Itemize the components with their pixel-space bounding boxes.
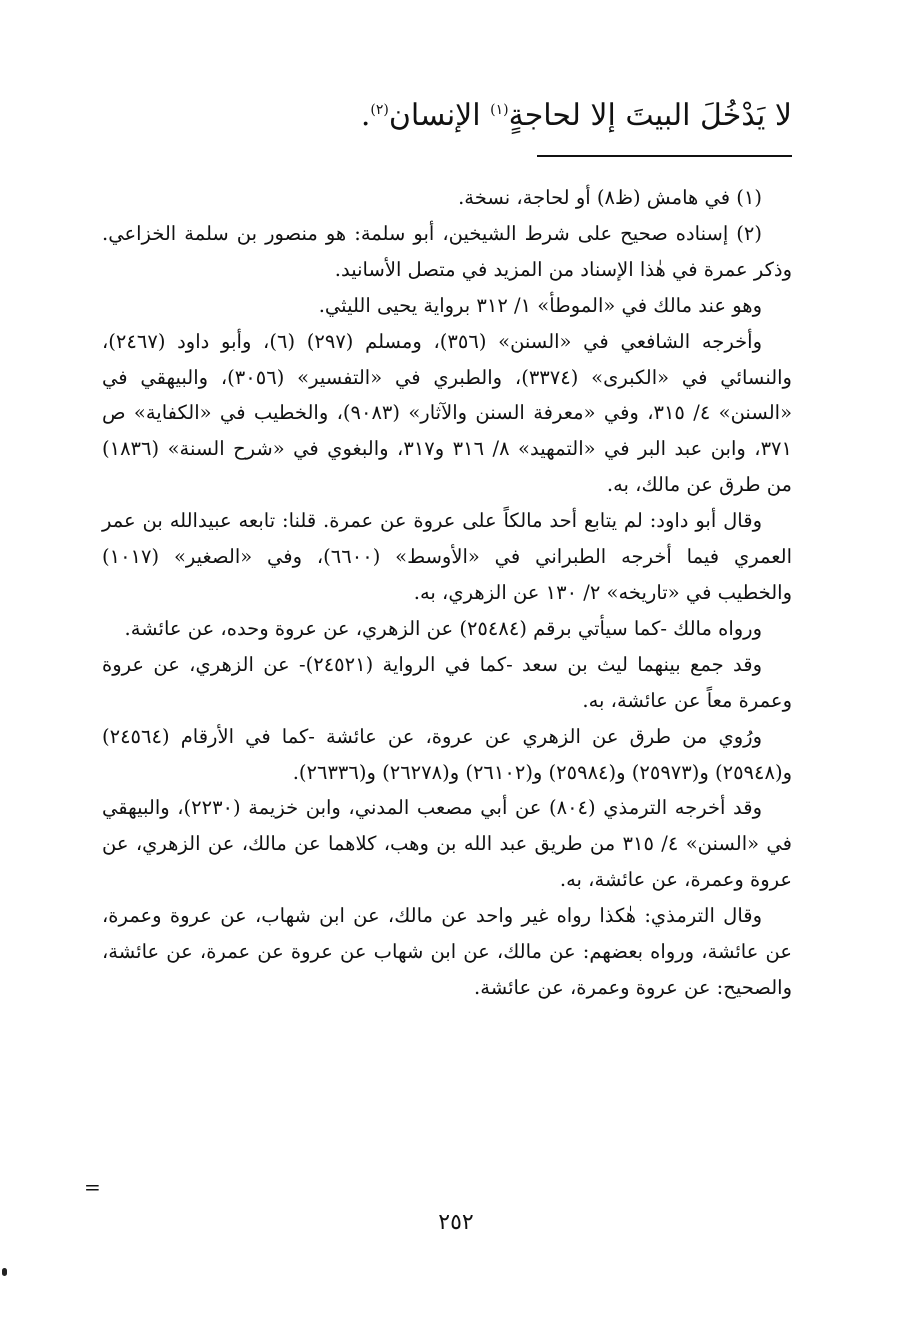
main-text-middle: الإنسان [388, 98, 491, 133]
footnote-paragraph: وقد أخرجه الترمذي (٨٠٤) عن أبي مصعب المدني، وابن خزيمة (٢٢٣٠)، والبيهقي في «السنن» ٤/ ٣١٥ من طريق عبد الله بن وهب، كلاهما عن مالك، عن الزهري، عن عروة وعمرة، عن عائشة، به. [102, 796, 792, 892]
footnote-paragraph: وقال الترمذي: هٰكذا رواه غير واحد عن مالك، عن ابن شهاب، عن عروة وعمرة، عن عائشة، ورواه بعضهم: عن مالك، عن ابن شهاب عن عروة عن عمرة، عن عائشة، والصحيح: عن عروة وعمرة، عن عائشة. [102, 904, 792, 999]
footnote-2: (٢) إسناده صحيح على شرط الشيخين، أبو سلمة: هو منصور بن سلمة الخزاعي. وذكر عمرة في هٰذا الإسناد من المزيد في متصل الأسانيد. [102, 221, 792, 281]
main-text-line [92, 92, 792, 140]
footnotes-section [102, 180, 792, 1006]
continuation-mark: = [84, 1175, 101, 1199]
scan-edge-mark [2, 1268, 7, 1276]
footnote-divider [537, 155, 792, 157]
page-number: ٢٥٢ [438, 1210, 474, 1235]
footnote-ref-1: (١) [490, 102, 509, 118]
footnote-paragraph: ورواه مالك -كما سيأتي برقم (٢٥٤٨٤) عن الزهري، عن عروة وحده، عن عائشة. [124, 616, 762, 640]
footnote-ref-2: (٢) [370, 102, 389, 118]
footnote-1: (١) في هامش (ظ٨) أو لحاجة، نسخة. [458, 186, 762, 209]
footnote-paragraph: وأخرجه الشافعي في «السنن» (٣٥٦)، ومسلم (٢٩٧) (٦)، وأبو داود (٢٤٦٧)، والنسائي في «الكبرى» (٣٣٧٤)، والطبري في «التفسير» (٣٠٥٦)، والبيهقي في «السنن» ٤/ ٣١٥، وفي «معرفة السنن والآثار» (٩٠٨٣)، والخطيب في «الكفاية» ص ٣٧١، وابن عبد البر في «التمهيد» ٨/ ٣١٦ و٣١٧، والبغوي في «شرح السنة» (١٨٣٦) من طرق عن مالك، به. [102, 329, 792, 497]
footnote-paragraph: وقال أبو داود: لم يتابع أحد مالكاً على عروة عن عمرة. قلنا: تابعه عبيدالله بن عمر العمري فيما أخرجه الطبراني في «الأوسط» (٦٦٠٠)، وفي «الصغير» (١٠١٧) والخطيب في «تاريخه» ٢/ ١٣٠ عن الزهري، به. [102, 509, 793, 604]
footnote-paragraph: وقد جمع بينهما ليث بن سعد -كما في الرواية (٢٤٥٢١)- عن الزهري، عن عروة وعمرة معاً عن عائشة، به. [102, 652, 792, 712]
main-text-start: لا يَدْخُلَ البيتَ إلا لحاجةٍ [508, 98, 792, 133]
footnote-paragraph: ورُوي من طرق عن الزهري عن عروة، عن عائشة -كما في الأرقام (٢٤٥٦٤) و(٢٥٩٤٨) و(٢٥٩٧٣) و(٢٥٩٨٤) و(٢٦١٠٢) و(٢٦٢٧٨) و(٢٦٣٣٦). [102, 724, 792, 784]
main-text-end: . [360, 98, 371, 133]
footnote-paragraph: وهو عند مالك في «الموطأ» ١/ ٣١٢ برواية يحيى الليثي. [318, 293, 762, 317]
